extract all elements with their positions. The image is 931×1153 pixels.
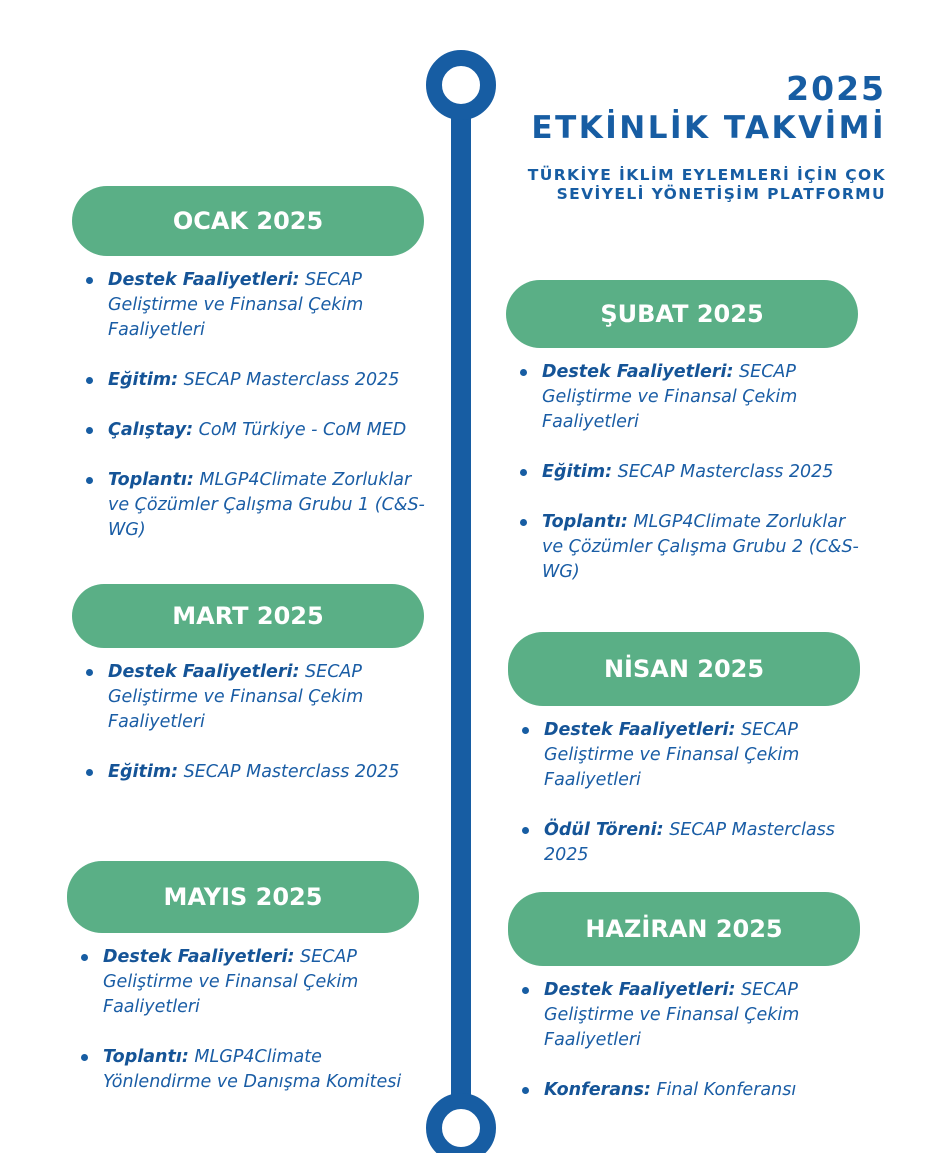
- event-item: [84, 660, 432, 735]
- month-pill: OCAK 2025: [72, 186, 424, 256]
- event-label: Eğitim:: [542, 462, 613, 482]
- month-block-haziran: [508, 892, 868, 1128]
- event-label: Destek Faaliyetleri:: [544, 720, 736, 740]
- month-block-ocak: [72, 186, 432, 568]
- event-text: SECAP Masterclass 2025: [178, 370, 400, 390]
- event-item: [518, 510, 866, 585]
- event-text: SECAP Geliştirme ve Finansal Çekim Faaliyetleri: [542, 362, 798, 432]
- event-item: [520, 818, 868, 868]
- event-text: Final Konferansı: [650, 1080, 797, 1100]
- event-label: Eğitim:: [108, 762, 179, 782]
- subtitle-line-1: TÜRKİYE İKLİM EYLEMLERİ İÇİN ÇOK: [527, 166, 886, 184]
- event-label: Konferans:: [544, 1080, 651, 1100]
- event-label: Ödül Töreni:: [544, 820, 664, 840]
- month-pill: NİSAN 2025: [508, 632, 860, 706]
- event-text: MLGP4Climate Yönlendirme ve Danışma Komitesi: [103, 1047, 402, 1092]
- month-block-nisan: [508, 632, 868, 893]
- event-item: [79, 945, 427, 1020]
- subtitle-line-2: SEVİYELİ YÖNETİŞİM PLATFORMU: [556, 185, 886, 203]
- event-text: SECAP Masterclass 2025: [178, 762, 400, 782]
- page-title: ETKİNLİK TAKVİMİ: [531, 110, 886, 146]
- month-block-mart: [72, 584, 432, 810]
- event-item: [520, 978, 868, 1053]
- event-text: SECAP Geliştirme ve Finansal Çekim Faaliyetleri: [103, 947, 359, 1017]
- event-item: [518, 460, 866, 485]
- event-label: Destek Faaliyetleri:: [108, 270, 300, 290]
- event-label: Destek Faaliyetleri:: [103, 947, 295, 967]
- event-item: [520, 718, 868, 793]
- event-list: [72, 268, 432, 543]
- event-label: Eğitim:: [108, 370, 179, 390]
- month-pill: MART 2025: [72, 584, 424, 648]
- month-block-mayis: [67, 861, 427, 1120]
- event-list: [508, 718, 868, 868]
- event-item: [518, 360, 866, 435]
- event-item: [84, 368, 432, 393]
- timeline-node-top-icon: [426, 50, 496, 120]
- month-pill: MAYIS 2025: [67, 861, 419, 933]
- event-item: [84, 760, 414, 785]
- event-item: [79, 1045, 427, 1095]
- header-year: 2025: [786, 69, 886, 108]
- month-block-subat: [506, 280, 866, 610]
- event-text: MLGP4Climate Zorluklar ve Çözümler Çalışma Grubu 1 (C&S-WG): [108, 470, 425, 540]
- month-pill: ŞUBAT 2025: [506, 280, 858, 348]
- event-label: Destek Faaliyetleri:: [108, 662, 300, 682]
- timeline-node-bottom-icon: [426, 1093, 496, 1153]
- page-header: [528, 70, 886, 204]
- event-text: SECAP Masterclass 2025: [544, 820, 835, 865]
- event-text: SECAP Geliştirme ve Finansal Çekim Faaliyetleri: [544, 980, 800, 1050]
- event-label: Toplantı:: [108, 470, 194, 490]
- page-subtitle: [528, 166, 886, 204]
- month-pill: HAZİRAN 2025: [508, 892, 860, 966]
- event-label: Destek Faaliyetleri:: [542, 362, 734, 382]
- event-list: [508, 978, 868, 1103]
- event-item: [520, 1078, 868, 1103]
- event-text: MLGP4Climate Zorluklar ve Çözümler Çalışma Grubu 2 (C&S-WG): [542, 512, 859, 582]
- event-item: [84, 418, 432, 443]
- timeline-line: [451, 110, 471, 1110]
- event-text: SECAP Geliştirme ve Finansal Çekim Faaliyetleri: [108, 270, 364, 340]
- event-text: SECAP Masterclass 2025: [612, 462, 834, 482]
- event-label: Toplantı:: [542, 512, 628, 532]
- event-item: [84, 468, 432, 543]
- event-item: [84, 268, 432, 343]
- event-list: [67, 945, 427, 1095]
- event-text: SECAP Geliştirme ve Finansal Çekim Faaliyetleri: [108, 662, 364, 732]
- event-text: CoM Türkiye - CoM MED: [193, 420, 407, 440]
- event-list: [506, 360, 866, 585]
- event-label: Destek Faaliyetleri:: [544, 980, 736, 1000]
- event-list: [72, 660, 432, 785]
- event-text: SECAP Geliştirme ve Finansal Çekim Faaliyetleri: [544, 720, 800, 790]
- event-label: Çalıştay:: [108, 420, 194, 440]
- event-label: Toplantı:: [103, 1047, 189, 1067]
